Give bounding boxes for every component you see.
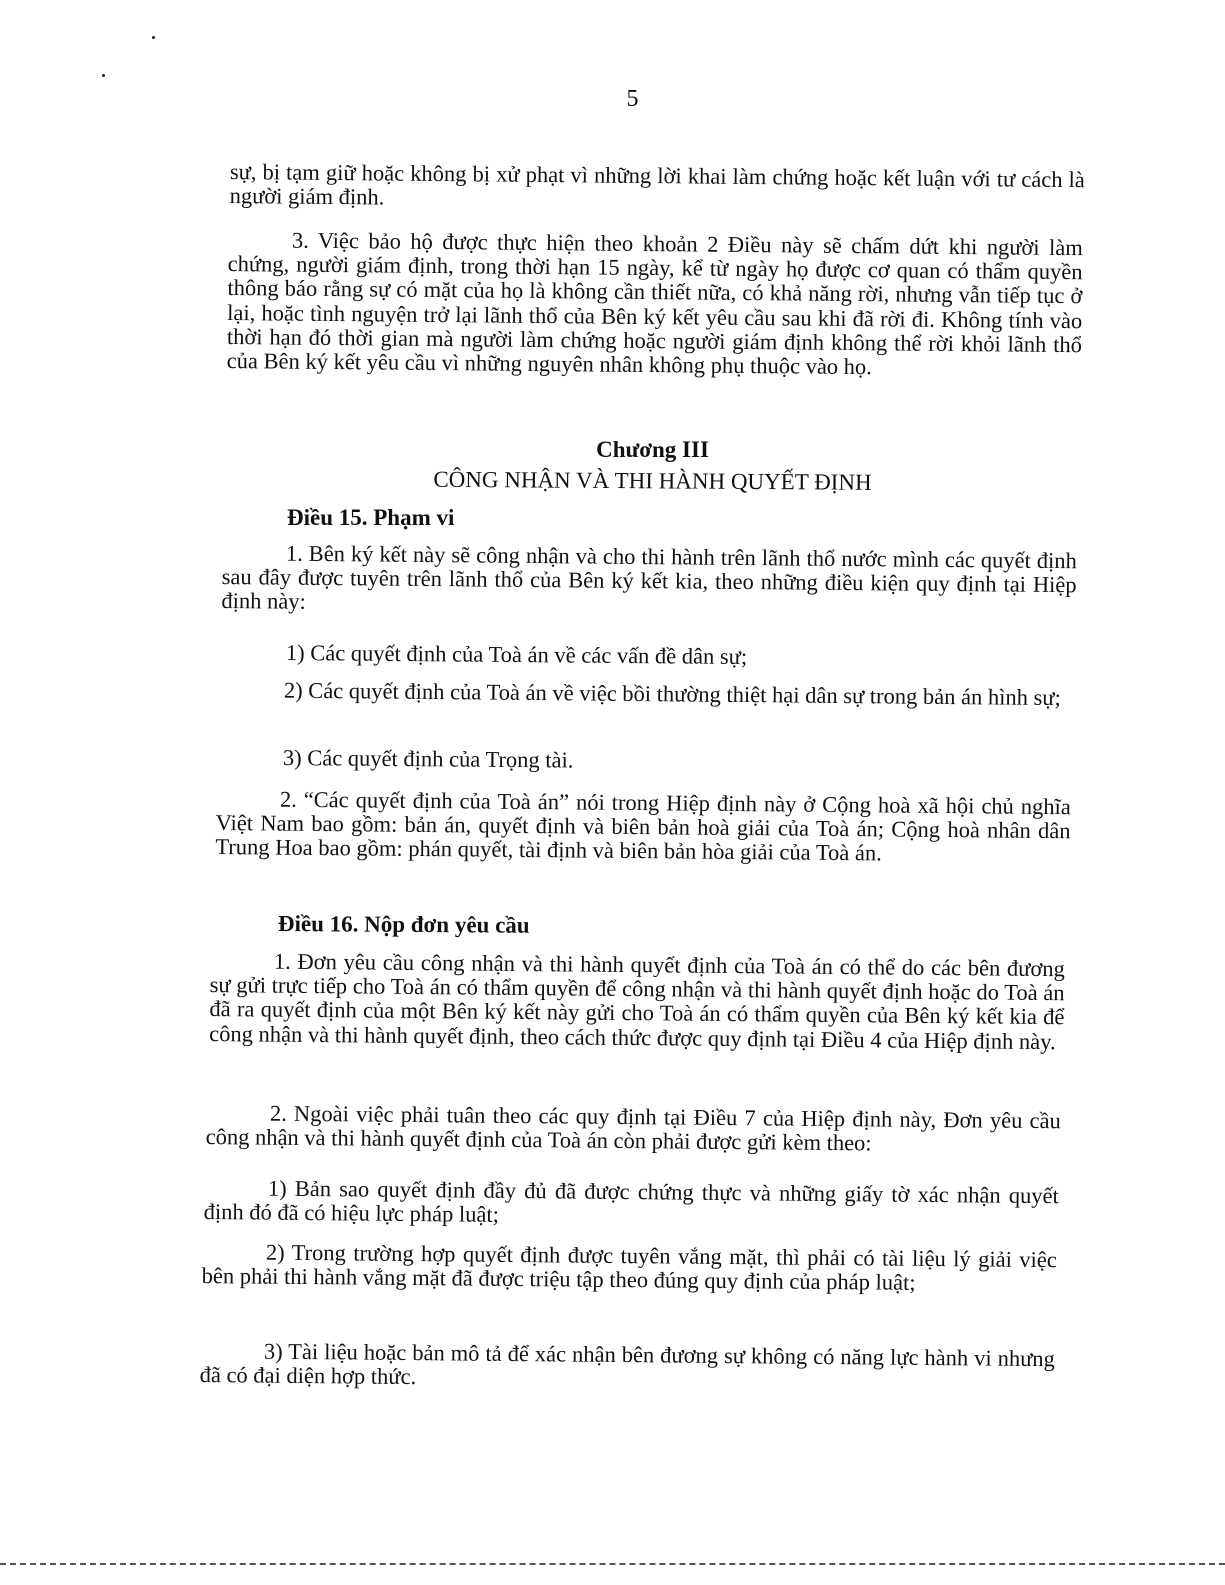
paragraph-article14-clause3 (227, 228, 1083, 381)
paragraph-text: 3) Tài liệu hoặc bản mô tả để xác nhận bên đương sự không có năng lực hành vi nhưng đã có đại diện hợp thức. (199, 1338, 1055, 1390)
article-16-heading: Điều 16. Nộp đơn yêu cầu (277, 911, 530, 938)
paragraph-text: 2) Các quyết định của Toà án về việc bồi thường thiệt hại dân sự trong bản án hình sự; (283, 677, 1061, 711)
paragraph-text: 2. “Các quyết định của Toà án” nói trong Hiệp định này ở Cộng hoà xã hội chủ nghĩa Việt Nam bao gồm: bản án, quyết định và biên bản hoà giải của Toà án; Cộng hoà nhân dân Trung Hoa bao gồm: phán quyết, tài định và biên bản hòa giải của Toà án. (215, 786, 1071, 866)
paragraph-text: 1) Bản sao quyết định đầy đủ đã được chứng thực và những giấy tờ xác nhận quyết định đó đã có hiệu lực pháp luật; (203, 1175, 1059, 1228)
paragraph-text: 1) Các quyết định của Toà án về các vấn đề dân sự; (285, 640, 748, 670)
page-number: 5 (626, 86, 639, 112)
scan-speck (152, 36, 155, 39)
paragraph-article16-item2 (202, 1240, 1057, 1297)
paragraph-article16-clause2 (206, 1101, 1061, 1158)
paragraph-continued (230, 160, 1085, 217)
paragraph-article15-clause2 (215, 787, 1071, 868)
paragraph-text: 1. Đơn yêu cầu công nhận và thi hành quyết định của Toà án có thể do các bên đương sự gửi trực tiếp cho Toà án có thẩm quyền để công nhận và thi hành quyết định hoặc do Toà án đã ra quyết định của một Bên ký kết này gửi cho Toà án có thẩm quyền của Bên ký kết kia để công nhận và thi hành quyết định, theo cách thức được quy định tại Điều 4 của Hiệp định này. (209, 948, 1065, 1054)
scan-edge-line (0, 1563, 1225, 1565)
paragraph-article15-item2 (220, 678, 1075, 710)
paragraph-text: 2. Ngoài việc phải tuân theo các quy định tại Điều 7 của Hiệp định này, Đơn yêu cầu công nhận và thi hành quyết định của Toà án còn phải được gửi kèm theo: (205, 1100, 1061, 1156)
paragraph-article15-item3 (283, 746, 1073, 777)
article-15-heading: Điều 15. Phạm vi (287, 505, 455, 530)
paragraph-text: 1. Bên ký kết này sẽ công nhận và cho thi hành trên lãnh thổ nước mình các quyết định sau đây được tuyên trên lãnh thổ của Bên ký kết kia, theo những điều kiện quy định tại Hiệp định này: (221, 540, 1077, 615)
paragraph-article15-item1 (286, 641, 1076, 672)
paragraph-text: 3) Các quyết định của Trọng tài. (282, 745, 574, 773)
paragraph-article16-item3 (200, 1339, 1055, 1396)
paragraph-article15-clause1 (221, 541, 1077, 622)
paragraph-article16-item1 (204, 1176, 1059, 1233)
paragraph-text: sự, bị tạm giữ hoặc không bị xử phạt vì những lời khai làm chứng hoặc kết luận với tư cách là người giám định. (229, 159, 1085, 210)
paragraph-text: 2) Trong trường hợp quyết định được tuyên vắng mặt, thì phải có tài liệu lý giải việc bên phải thi hành vắng mặt đã được triệu tập theo đúng quy định của pháp luật; (201, 1239, 1057, 1296)
chapter-title: Chương III (596, 437, 709, 462)
paragraph-text: 3. Việc bảo hộ được thực hiện theo khoản 2 Điều này sẽ chấm dứt khi người làm chứng, người giám định, trong thời hạn 15 ngày, kể từ ngày họ được cơ quan có thẩm quyền thông báo rằng sự có mặt của họ là không cần thiết nữa, có khả năng rời, nhưng vẫn tiếp tục ở lại, hoặc tình nguyện trở lại lãnh thổ của Bên ký kết yêu cầu sau khi đã rời đi. Không tính vào thời hạn đó thời gian mà người làm chứng hoặc người giám định không thể rời khỏi lãnh thổ của Bên ký kết yêu cầu vì những nguyên nhân không phụ thuộc vào họ. (226, 227, 1083, 380)
paragraph-article16-clause1 (209, 949, 1065, 1054)
chapter-subtitle: CÔNG NHẬN VÀ THI HÀNH QUYẾT ĐỊNH (433, 466, 872, 495)
scan-speck (102, 74, 105, 77)
